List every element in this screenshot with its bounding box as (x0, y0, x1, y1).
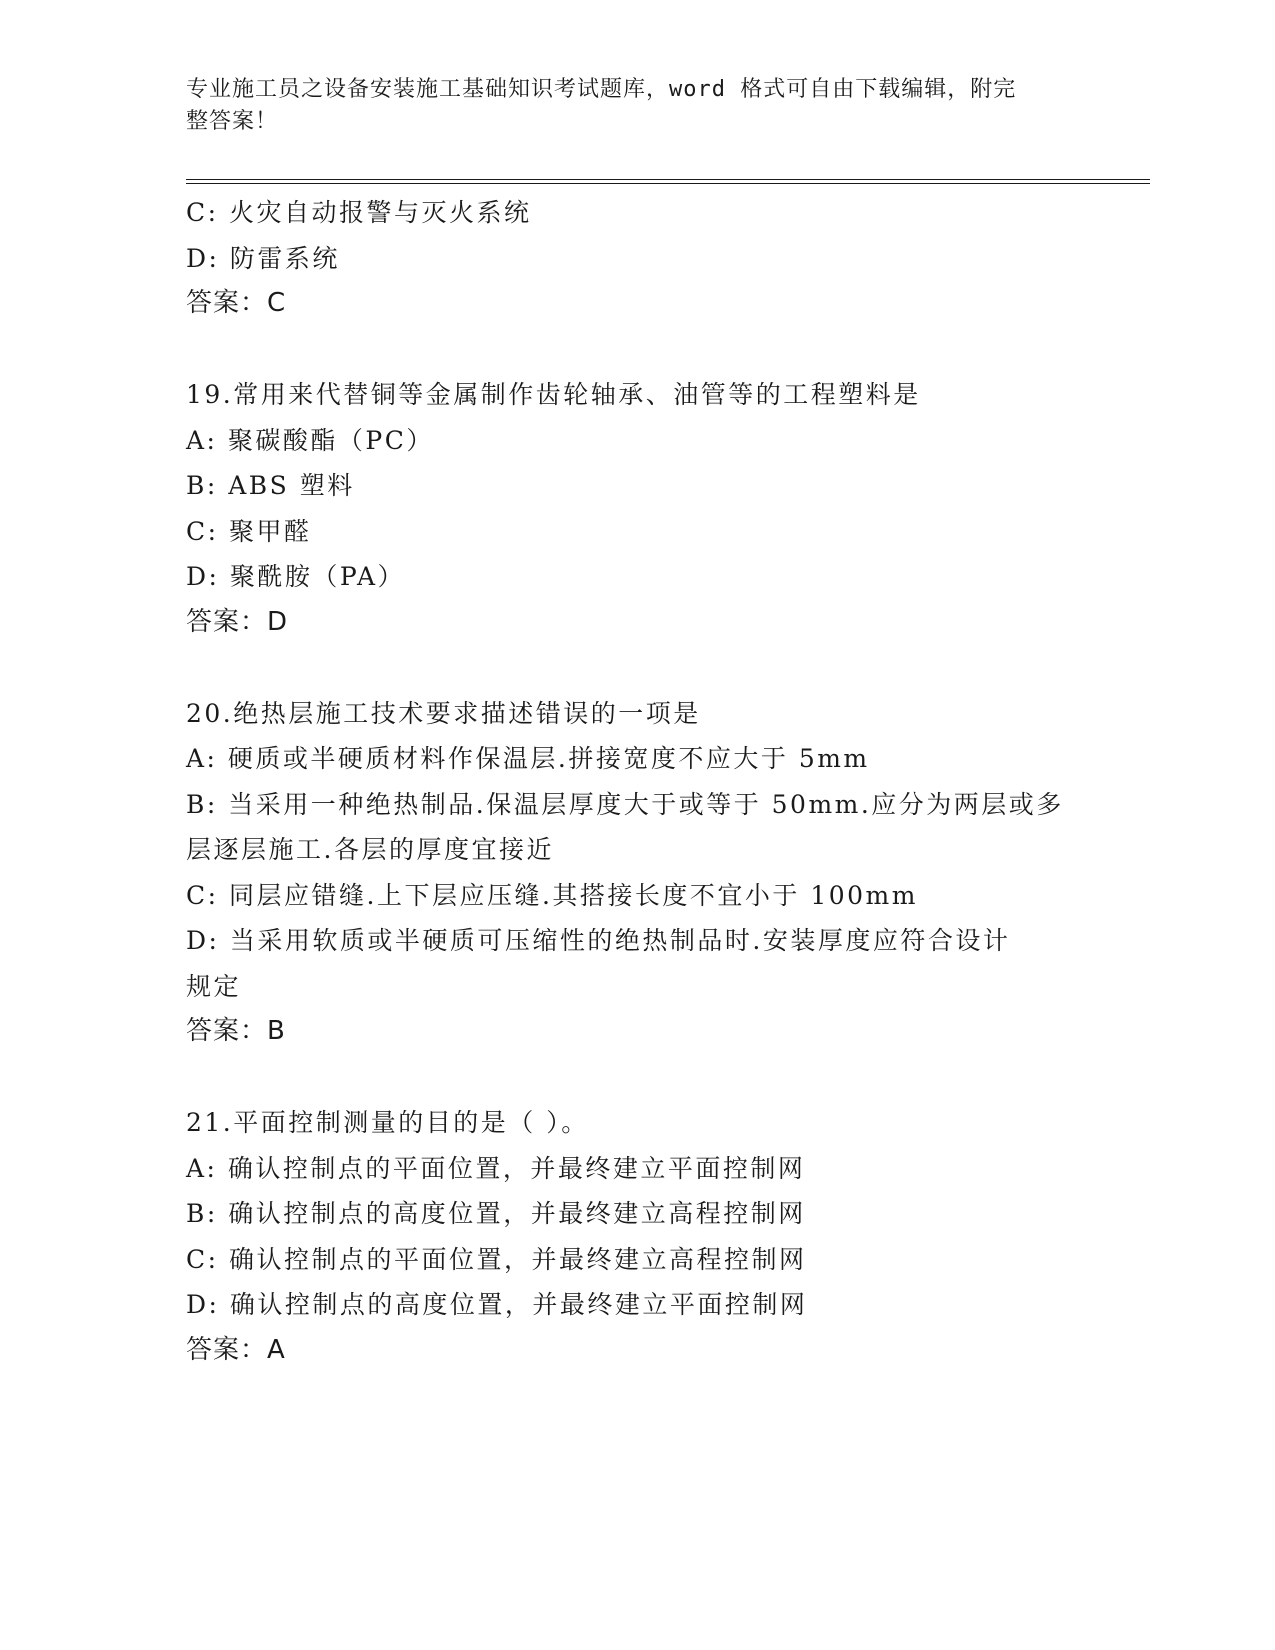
q20-option-c: C: 同层应错缝.上下层应压缝.其搭接长度不宜小于 100mm (186, 880, 918, 910)
q19-option-a: A: 聚碳酸酯（PC） (186, 425, 434, 455)
header-line-2: 整答案！ (186, 109, 279, 134)
question-18-tail (186, 190, 1086, 327)
question-21 (186, 1100, 1086, 1373)
question-content (186, 190, 1086, 1373)
q21-question: 21.平面控制测量的目的是（ ）。 (186, 1108, 589, 1137)
q19-option-c: C: 聚甲醛 (186, 516, 312, 546)
q20-option-d-line-1: D: 当采用软质或半硬质可压缩性的绝热制品时.安装厚度应符合设计 (186, 926, 1011, 955)
q20-option-a: A: 硬质或半硬质材料作保温层.拼接宽度不应大于 5mm (186, 744, 870, 773)
q20-answer: 答案：B (186, 1016, 286, 1046)
header-divider-top (186, 179, 1150, 180)
q19-answer: 答案：D (186, 606, 289, 637)
header-divider-bottom (186, 183, 1150, 184)
spacer (186, 645, 1086, 691)
q18-option-c: C: 火灾自动报警与灭火系统 (186, 198, 532, 227)
q21-option-b: B: 确认控制点的高度位置，并最终建立高程控制网 (186, 1199, 806, 1228)
q21-option-a: A: 确认控制点的平面位置，并最终建立平面控制网 (186, 1153, 806, 1183)
spacer (186, 327, 1086, 373)
q21-option-d: D: 确认控制点的高度位置，并最终建立平面控制网 (186, 1290, 808, 1319)
q19-question: 19.常用来代替铜等金属制作齿轮轴承、油管等的工程塑料是 (186, 380, 921, 409)
q20-option-b-line-2: 层逐层施工.各层的厚度宜接近 (186, 835, 554, 864)
question-20 (186, 691, 1086, 1055)
q20-question: 20.绝热层施工技术要求描述错误的一项是 (186, 698, 701, 728)
question-19 (186, 372, 1086, 645)
q18-option-d: D: 防雷系统 (186, 243, 340, 273)
spacer (186, 1055, 1086, 1101)
q18-answer: 答案：C (186, 288, 287, 318)
q19-option-b: B: ABS 塑料 (186, 471, 355, 500)
q21-answer: 答案：A (186, 1334, 286, 1365)
q20-option-d-line-2: 规定 (186, 971, 242, 1001)
q19-option-d: D: 聚酰胺（PA） (186, 562, 405, 591)
q21-option-c: C: 确认控制点的平面位置，并最终建立高程控制网 (186, 1244, 807, 1274)
q20-option-b-line-1: B: 当采用一种绝热制品.保温层厚度大于或等于 50mm.应分为两层或多 (186, 789, 1064, 819)
document-header (186, 74, 1086, 138)
header-line-1: 专业施工员之设备安装施工基础知识考试题库，word 格式可自由下载编辑，附完 (186, 77, 1017, 102)
